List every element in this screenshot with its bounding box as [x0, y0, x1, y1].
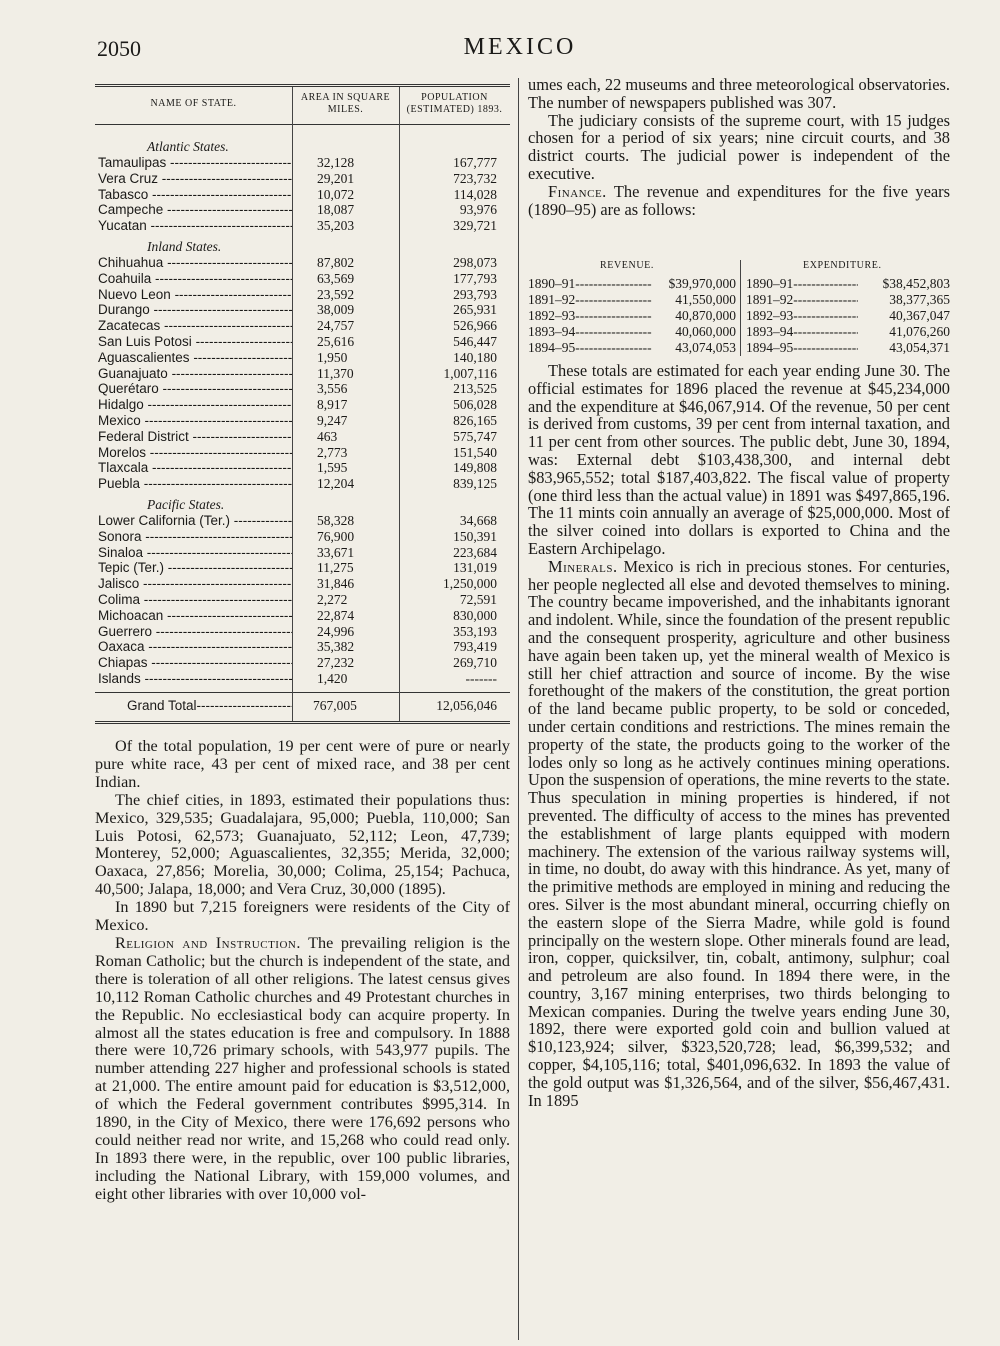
table-row	[95, 171, 510, 187]
finance-year: 1894–95 -----	[528, 340, 658, 356]
finance-year: 1891–92 -----	[528, 292, 658, 308]
state-population: 329,721	[453, 218, 497, 234]
state-name: Sonora -----	[98, 529, 292, 545]
table-row	[95, 445, 510, 461]
state-area: 2,272	[317, 591, 348, 607]
paragraph-cities: The chief cities, in 1893, estimated their populations thus: Mexico, 329,535; Guadalajara, 95,000; Puebla, 110,000; San Luis Potosi, 62,573; Guanajuato, 52,112; Leon, 47,739; Monterey, 52,000; Aguascalientes, 32,355; Merida, 32,000; Oaxaca, 27,856; Morelia, 30,000; Colima, 25,154; Pachuca, 40,500; Jalapa, 18,000; and Vera Cruz, 30,000 (1895).	[95, 790, 510, 899]
header-area: AREA IN SQUARE MILES.	[300, 92, 391, 115]
state-name: Yucatan -----	[98, 218, 292, 234]
state-area: 1,595	[317, 460, 348, 476]
finance-year-expenditure: 1892–93 -----	[746, 308, 866, 324]
finance-heading: Finance.	[548, 181, 607, 201]
state-name: Coahuila -----	[98, 271, 292, 287]
finance-row	[528, 340, 950, 356]
state-population: 265,931	[453, 302, 497, 318]
table-row	[95, 397, 510, 413]
table-row	[95, 639, 510, 655]
state-population: 150,391	[453, 528, 497, 544]
paragraph-race: Of the total population, 19 per cent were of pure or nearly pure white race, 43 per cent of mixed race, and 38 per cent Indian.	[95, 737, 510, 791]
minerals-heading: Minerals.	[548, 556, 618, 576]
table-row	[95, 381, 510, 397]
table-row	[95, 334, 510, 350]
table-row	[95, 202, 510, 218]
state-population: 177,793	[453, 270, 497, 286]
state-area: 27,232	[317, 655, 355, 671]
table-row	[95, 318, 510, 334]
state-population: 167,777	[453, 155, 497, 170]
state-area: 1,950	[317, 349, 348, 365]
state-population: 1,007,116	[443, 365, 497, 381]
finance-year-expenditure: 1890–91 -----	[746, 276, 866, 292]
table-row	[95, 576, 510, 592]
state-name: Oaxaca -----	[98, 639, 292, 655]
state-name: Querétaro -----	[98, 381, 292, 397]
religion-heading: Religion and Instruction.	[115, 933, 301, 952]
revenue-header: REVENUE.	[600, 260, 654, 271]
state-population: 72,591	[459, 591, 497, 607]
page-number: 2050	[97, 36, 141, 61]
left-body-text	[95, 738, 510, 1204]
state-name: Michoacan -----	[98, 608, 292, 624]
table-row	[95, 671, 510, 687]
finance-year: 1892–93 -----	[528, 308, 658, 324]
left-column	[95, 84, 510, 722]
state-population: 213,525	[453, 381, 497, 397]
state-area: 463	[317, 428, 338, 444]
finance-year-expenditure: 1893–94 -----	[746, 324, 866, 340]
state-name: Guanajuato -----	[98, 366, 292, 382]
state-area: 32,128	[317, 155, 355, 170]
state-area: 33,671	[317, 544, 355, 560]
state-population: 151,540	[453, 444, 497, 460]
paragraph-foreigners: In 1890 but 7,215 foreigners were residents of the City of Mexico.	[95, 898, 510, 935]
paragraph-museums: umes each, 22 museums and three meteorological observatories. The number of newspapers published was 307.	[528, 75, 950, 112]
state-population: 131,019	[453, 560, 497, 576]
column-divider	[518, 78, 519, 1340]
state-name: Hidalgo -----	[98, 397, 292, 413]
state-name: Federal District -----	[98, 429, 292, 445]
table-row	[95, 302, 510, 318]
table-row	[95, 429, 510, 445]
paragraph-judiciary: The judiciary consists of the supreme court, with 15 judges chosen for a period of six years; nine circuit courts, and 38 district courts. The judicial power is independent of the executive.	[528, 110, 950, 183]
table-row	[95, 592, 510, 608]
state-population: 793,419	[453, 639, 497, 655]
state-name: Durango -----	[98, 302, 292, 318]
state-area: 12,204	[317, 476, 355, 492]
table-row	[95, 218, 510, 234]
state-population: 114,028	[453, 186, 497, 202]
section-heading: Inland States.	[147, 238, 222, 254]
state-area: 8,917	[317, 397, 348, 413]
state-population: 93,976	[459, 202, 497, 218]
table-row	[95, 476, 510, 492]
state-area: 2,773	[317, 444, 348, 460]
paragraph-finance	[528, 183, 950, 219]
state-name: Morelos -----	[98, 445, 292, 461]
state-population: 298,073	[453, 254, 497, 270]
state-population: 269,710	[453, 655, 497, 671]
state-population: 723,732	[453, 170, 497, 186]
state-name: Lower California (Ter.) -----	[98, 513, 292, 529]
table-row	[95, 608, 510, 624]
state-name: Chihuahua -----	[98, 255, 292, 271]
paragraph-religion	[95, 935, 510, 1204]
state-area: 22,874	[317, 607, 355, 623]
state-area: 35,382	[317, 639, 355, 655]
grand-total-row	[95, 696, 510, 716]
state-table	[95, 84, 510, 722]
header-population: POPULATION (ESTIMATED) 1893.	[406, 92, 503, 115]
state-name: Nuevo Leon -----	[98, 287, 292, 303]
finance-year: 1893–94 -----	[528, 324, 658, 340]
right-body-text-bottom	[528, 362, 950, 1109]
state-name: Tabasco -----	[98, 187, 292, 203]
state-name: Jalisco -----	[98, 576, 292, 592]
state-name: Colima -----	[98, 592, 292, 608]
state-area: 18,087	[317, 202, 355, 218]
state-area: 3,556	[317, 381, 348, 397]
finance-row	[528, 308, 950, 324]
table-row	[95, 255, 510, 271]
table-row	[95, 271, 510, 287]
table-row	[95, 529, 510, 545]
state-population: 149,808	[453, 460, 497, 476]
state-area: 9,247	[317, 412, 348, 428]
state-area: 24,757	[317, 318, 355, 334]
state-area: 38,009	[317, 302, 355, 318]
table-row	[95, 366, 510, 382]
state-area: 31,846	[317, 576, 355, 592]
grand-total-area: 767,005	[313, 698, 357, 713]
state-area: 29,201	[317, 170, 355, 186]
state-population: 293,793	[453, 286, 497, 302]
finance-revenue: 41,550,000	[652, 292, 736, 308]
table-row	[95, 460, 510, 476]
table-row	[95, 187, 510, 203]
grand-total-label: Grand Total -----	[127, 696, 292, 716]
state-population: 839,125	[453, 476, 497, 492]
minerals-text: Mexico is rich in precious stones. For centuries, her people neglected all else and devoted themselves to mining. The country became impoverished, and the inhabitants ignorant and indolent. While, since the foundation of the present republic and the consequent prosperity, agriculture and other business have again been taken up, yet the mineral wealth of Mexico is still her chief attraction and source of income. By the wise forethought of the makers of the constitution, the great portion of the land became public property, to be sold or conceded, under certain conditions and restrictions. The mines remain the property of the state, the products going to the worker of the lodes only so long as he actively continues mining operations. Upon the suspension of operations, the mine reverts to the state. Thus speculation in mining properties is hindered, if not prevented. The difficulty of access to the mines has prevented the establishment of large plants equipped with modern machinery. The extension of the various railway systems will, in time, no doubt, do away with this hindrance. As yet, many of the primitive methods are employed in mining and reducing the ores. Silver is the most abundant mineral, occurring chiefly on the eastern slope of the Sierra Madre, while gold is found principally on the western slope. Other minerals found are lead, iron, copper, quicksilver, tin, cobalt, antimony, sulphur; coal and petroleum are also found. In 1894 there were, in the country, 3,167 mining enterprises, two thirds belonging to Mexican companies. During the twelve years ending June 30, 1892, there were exported gold coin and bullion valued at $10,123,924; silver, $323,520,728; lead, $6,399,532; and copper, $4,105,116; total, $401,096,632. In 1893 the value of the gold output was $1,326,564, and of the silver, $56,467,431. In 1895	[528, 556, 950, 1110]
state-population: 546,447	[453, 333, 497, 349]
table-row	[95, 655, 510, 671]
state-name: Chiapas -----	[98, 655, 292, 671]
state-name: Zacatecas -----	[98, 318, 292, 334]
state-area: 24,996	[317, 623, 355, 639]
state-population: 826,165	[453, 412, 497, 428]
expenditure-header: EXPENDITURE.	[803, 260, 882, 271]
table-row	[95, 287, 510, 303]
state-population: -------	[465, 670, 497, 686]
state-name: Aguascalientes -----	[98, 350, 292, 366]
state-population: 830,000	[453, 607, 497, 623]
table-row	[95, 350, 510, 366]
state-name: Tepic (Ter.) -----	[98, 560, 292, 576]
finance-table	[528, 258, 950, 358]
section-heading: Pacific States.	[147, 496, 225, 512]
table-row	[95, 545, 510, 561]
finance-row	[528, 292, 950, 308]
state-population: 353,193	[453, 623, 497, 639]
table-row	[95, 560, 510, 576]
finance-row	[528, 324, 950, 340]
state-area: 35,203	[317, 218, 355, 234]
state-area: 87,802	[317, 254, 355, 270]
state-name: San Luis Potosi -----	[98, 334, 292, 350]
state-population: 34,668	[459, 512, 497, 528]
state-name: Sinaloa -----	[98, 545, 292, 561]
table-row	[95, 624, 510, 640]
finance-expenditure: 40,367,047	[858, 308, 950, 324]
state-area: 63,569	[317, 270, 355, 286]
section-heading: Atlantic States.	[147, 139, 229, 154]
state-population: 223,684	[453, 544, 497, 560]
state-population: 1,250,000	[443, 576, 497, 592]
state-area: 1,420	[317, 670, 348, 686]
state-area: 76,900	[317, 528, 355, 544]
state-population: 526,966	[453, 318, 497, 334]
state-name: Islands -----	[98, 671, 292, 687]
state-area: 11,275	[317, 560, 354, 576]
grand-total-population: 12,056,046	[436, 698, 497, 713]
state-area: 11,370	[317, 365, 354, 381]
finance-year: 1890–91 -----	[528, 276, 658, 292]
finance-expenditure: 41,076,260	[858, 324, 950, 340]
right-body-text-top	[528, 76, 950, 218]
state-area: 25,616	[317, 333, 355, 349]
finance-expenditure: 38,377,365	[858, 292, 950, 308]
table-row	[95, 413, 510, 429]
state-name: Puebla -----	[98, 476, 292, 492]
state-table-body	[95, 134, 510, 687]
state-name: Vera Cruz -----	[98, 171, 292, 187]
state-area: 58,328	[317, 512, 355, 528]
header-state-name: NAME OF STATE.	[150, 98, 237, 109]
state-population: 575,747	[453, 428, 497, 444]
state-name: Tlaxcala -----	[98, 460, 292, 476]
state-name: Guerrero -----	[98, 624, 292, 640]
finance-text: The revenue and expenditures for the five years (1890–95) are as follows:	[528, 181, 950, 219]
finance-revenue: $39,970,000	[652, 276, 736, 292]
table-row	[95, 513, 510, 529]
religion-text: The prevailing religion is the Roman Catholic; but the church is independent of the state, and there is toleration of all other religions. The latest census gives 10,112 Roman Catholic churches and 49 Protestant churches in the Republic. No ecclesiastical body can acquire property. In almost all the states education is free and compulsory. In 1888 there were 10,726 primary schools, with 543,977 pupils. The number attending 227 higher and professional schools is stated at 21,000. The entire amount paid for education is $3,512,000, of which the Federal government contributes $995,314. In 1890, in the City of Mexico, there were 176,692 persons who could neither read nor write, and 15,268 who could read only. In 1893 there were, in the republic, over 100 public libraries, including the National Library, with 159,000 volumes, and eight other libraries with over 10,000 vol-	[95, 933, 510, 1203]
state-population: 140,180	[453, 349, 497, 365]
state-name: Campeche -----	[98, 202, 292, 218]
state-area: 10,072	[317, 186, 355, 202]
finance-revenue: 43,074,053	[652, 340, 736, 356]
state-name: Tamaulipas -----	[98, 155, 292, 171]
state-name: Mexico -----	[98, 413, 292, 429]
table-row	[95, 155, 510, 171]
finance-revenue: 40,060,000	[652, 324, 736, 340]
state-population: 506,028	[453, 397, 497, 413]
paragraph-estimates: These totals are estimated for each year ending June 30. The official estimates for 1896 placed the revenue at $45,234,000 and the expenditure at $46,067,914. Of the revenue, 50 per cent is derived from customs, 39 per cent from internal taxation, and 11 per cent from other sources. The public debt, June 30, 1894, was: External debt $103,438,300, and internal debt $83,965,552; total $187,403,822. The fiscal value of property (one third less than the actual value) in 1891 was $497,865,196. The 11 mints coin annually an average of $25,000,000. Most of the silver coined into dollars is exported to China and the Eastern Archipelago.	[528, 361, 950, 558]
running-title: MEXICO	[463, 34, 577, 60]
finance-year-expenditure: 1891–92 -----	[746, 292, 866, 308]
paragraph-minerals	[528, 558, 950, 1110]
finance-expenditure: 43,054,371	[858, 340, 950, 356]
finance-expenditure: $38,452,803	[858, 276, 950, 292]
finance-row	[528, 276, 950, 292]
finance-revenue: 40,870,000	[652, 308, 736, 324]
finance-year-expenditure: 1894–95 -----	[746, 340, 866, 356]
state-area: 23,592	[317, 286, 355, 302]
